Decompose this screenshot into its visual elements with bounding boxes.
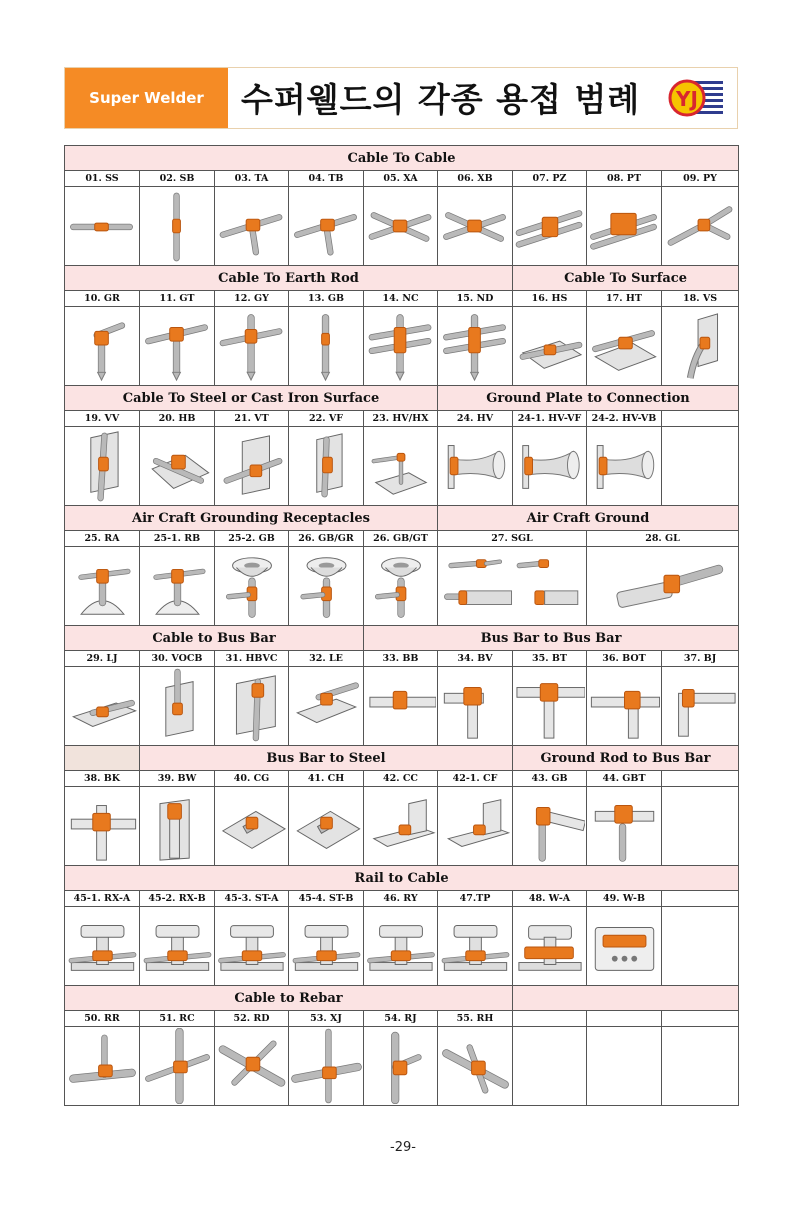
weld-figure (438, 1027, 513, 1106)
steel-diamond-icon (217, 788, 287, 864)
weld-figure (587, 307, 662, 386)
cable-parallel-icon (515, 188, 585, 264)
item-code: 19. VV (65, 411, 140, 427)
weld-figure (289, 787, 364, 866)
item-code: 11. GT (140, 291, 215, 307)
weld-figure (215, 1027, 289, 1106)
item-code: 48. W-A (513, 891, 587, 907)
weld-figure (65, 787, 140, 866)
section-blank (513, 986, 739, 1011)
item-code: 16. HS (513, 291, 587, 307)
item-code (513, 1011, 587, 1027)
weld-figure (364, 187, 438, 266)
bar-tee-icon (515, 668, 585, 744)
item-label-row (65, 411, 739, 427)
weld-figure (65, 427, 140, 506)
item-code: 06. XB (438, 171, 513, 187)
bar-inline-icon (366, 668, 436, 744)
weld-figure (215, 787, 289, 866)
weld-figure (438, 667, 513, 746)
item-code: 22. VF (289, 411, 364, 427)
weld-figure (289, 187, 364, 266)
steel-tee-icon (217, 428, 287, 504)
weld-figure (140, 547, 215, 626)
item-label-row (65, 1011, 739, 1027)
rebar-tee-icon (67, 1028, 138, 1104)
item-label-row (65, 771, 739, 787)
receptacle-cup-icon (366, 548, 436, 624)
item-code: 55. RH (438, 1011, 513, 1027)
receptacle-cup-icon (291, 548, 362, 624)
rod-bar-icon (515, 788, 585, 864)
section-title: Cable To Steel or Cast Iron Surface (65, 386, 438, 411)
plate-horizontal-icon (515, 308, 585, 384)
item-code: 47.TP (438, 891, 513, 907)
item-code: 10. GR (65, 291, 140, 307)
item-code: 31. HBVC (215, 651, 289, 667)
cable-inline-icon (67, 188, 138, 264)
weld-figure (587, 667, 662, 746)
item-code (662, 891, 739, 907)
item-code: 40. CG (215, 771, 289, 787)
weld-figure (513, 787, 587, 866)
weld-figure (513, 187, 587, 266)
item-code: 43. GB (513, 771, 587, 787)
steel-horizontal-icon (142, 428, 213, 504)
brand-badge: Super Welder (65, 68, 228, 128)
busbar-flat-icon (67, 668, 138, 744)
item-code: 39. BW (140, 771, 215, 787)
item-code: 45-3. ST-A (215, 891, 289, 907)
item-code: 41. CH (289, 771, 364, 787)
item-code: 04. TB (289, 171, 364, 187)
item-label-row (65, 891, 739, 907)
item-code: 46. RY (364, 891, 438, 907)
weld-figure (364, 547, 438, 626)
item-code: 28. GL (587, 531, 739, 547)
weld-figure (65, 667, 140, 746)
weld-figure (140, 307, 215, 386)
weld-figure (587, 547, 739, 626)
rebar-cross-b-icon (291, 1028, 362, 1104)
item-code: 27. SGL (438, 531, 587, 547)
rail-icon (291, 908, 362, 984)
weld-figure (140, 787, 215, 866)
weld-figure (662, 427, 739, 506)
item-code (587, 1011, 662, 1027)
item-code: 15. ND (438, 291, 513, 307)
bar-cross-icon (67, 788, 138, 864)
plate-tee-icon (589, 308, 660, 384)
section-header-row (65, 866, 739, 891)
rail-icon (217, 908, 287, 984)
item-code: 21. VT (215, 411, 289, 427)
weld-figure (662, 307, 739, 386)
item-code: 45-2. RX-B (140, 891, 215, 907)
rebar-vertical-icon (366, 1028, 436, 1104)
weld-figure (65, 1027, 140, 1106)
weld-legend-table (64, 145, 739, 1106)
weld-figure (289, 307, 364, 386)
item-code: 35. BT (513, 651, 587, 667)
rod-top-icon (67, 308, 138, 384)
weld-figure (438, 547, 587, 626)
weld-figure (587, 787, 662, 866)
item-code: 37. BJ (662, 651, 739, 667)
section-title: Ground Rod to Bus Bar (513, 746, 739, 771)
section-header-row (65, 986, 739, 1011)
weld-figure (364, 1027, 438, 1106)
steel-angle-icon (440, 788, 511, 864)
page-header (64, 67, 738, 129)
item-code: 51. RC (140, 1011, 215, 1027)
item-code: 32. LE (289, 651, 364, 667)
busbar-edge-icon (291, 668, 362, 744)
yj-logo-icon (667, 75, 723, 121)
weld-figure (513, 307, 587, 386)
item-code: 52. RD (215, 1011, 289, 1027)
receptacle-icon (142, 548, 213, 624)
weld-figure (587, 907, 662, 986)
weld-figure (662, 667, 739, 746)
item-code (662, 771, 739, 787)
weld-figure (513, 1027, 587, 1106)
item-code: 09. PY (662, 171, 739, 187)
rail-w-icon (515, 908, 585, 984)
item-code: 23. HV/HX (364, 411, 438, 427)
page-number: -29- (390, 1140, 416, 1155)
item-code: 34. BV (438, 651, 513, 667)
item-code: 36. BOT (587, 651, 662, 667)
rail-box-icon (589, 908, 660, 984)
steel-vertical-icon (67, 428, 138, 504)
weld-figure (587, 427, 662, 506)
weld-figure (289, 667, 364, 746)
section-blank (65, 746, 140, 771)
steel-flat-icon (291, 428, 362, 504)
item-code: 26. GB/GR (289, 531, 364, 547)
cable-parallel-tap-icon (589, 188, 660, 264)
weld-figure (438, 427, 513, 506)
section-title: Cable To Cable (65, 146, 739, 171)
rod-double-icon (440, 308, 511, 384)
page-title: 수퍼웰드의 각종 용접 범례 (241, 80, 641, 119)
weld-figure (215, 667, 289, 746)
section-title: Air Craft Grounding Receptacles (65, 506, 438, 531)
item-code: 50. RR (65, 1011, 140, 1027)
item-label-row (65, 171, 739, 187)
item-code: 13. GB (289, 291, 364, 307)
weld-figure (65, 187, 140, 266)
item-label-row (65, 291, 739, 307)
item-code: 01. SS (65, 171, 140, 187)
rail-icon (142, 908, 213, 984)
cable-vertical-icon (142, 188, 213, 264)
section-header-row (65, 506, 739, 531)
lug-icon (590, 548, 736, 624)
plate-vertical-icon (664, 308, 736, 384)
item-figure-row (65, 1027, 739, 1106)
weld-figure (289, 1027, 364, 1106)
section-title: Cable To Surface (513, 266, 739, 291)
weld-figure (438, 907, 513, 986)
item-figure-row (65, 667, 739, 746)
item-code: 20. HB (140, 411, 215, 427)
weld-figure (140, 427, 215, 506)
cable-tee-icon (217, 188, 287, 264)
weld-figure (587, 1027, 662, 1106)
item-code: 18. VS (662, 291, 739, 307)
item-code: 42-1. CF (438, 771, 513, 787)
item-code: 38. BK (65, 771, 140, 787)
weld-figure (289, 907, 364, 986)
item-code: 24-2. HV-VB (587, 411, 662, 427)
weld-figure (140, 187, 215, 266)
bar-corner-icon (664, 668, 736, 744)
item-code (662, 1011, 739, 1027)
section-title: Bus Bar to Bus Bar (364, 626, 739, 651)
item-code: 24-1. HV-VF (513, 411, 587, 427)
item-code: 03. TA (215, 171, 289, 187)
item-code (662, 411, 739, 427)
item-code: 07. PZ (513, 171, 587, 187)
rod-tee-icon (142, 308, 213, 384)
item-code: 02. SB (140, 171, 215, 187)
receptacle-cup-icon (217, 548, 287, 624)
section-title: Cable to Bus Bar (65, 626, 364, 651)
weld-figure (587, 187, 662, 266)
weld-figure (65, 907, 140, 986)
weld-figure (140, 907, 215, 986)
item-code: 14. NC (364, 291, 438, 307)
rail-icon (366, 908, 436, 984)
weld-figure (662, 787, 739, 866)
ground-plate-icon (515, 428, 585, 504)
weld-figure (438, 187, 513, 266)
weld-figure (513, 427, 587, 506)
item-code: 08. PT (587, 171, 662, 187)
section-header-row (65, 746, 739, 771)
item-code: 49. W-B (587, 891, 662, 907)
rebar-cross-icon (142, 1028, 213, 1104)
item-label-row (65, 531, 739, 547)
weld-figure (289, 427, 364, 506)
rail-icon (440, 908, 511, 984)
item-code: 25. RA (65, 531, 140, 547)
item-code: 53. XJ (289, 1011, 364, 1027)
cable-y-icon (664, 188, 736, 264)
section-title: Ground Plate to Connection (438, 386, 739, 411)
item-code: 25-1. RB (140, 531, 215, 547)
item-code: 54. RJ (364, 1011, 438, 1027)
cable-cross-icon (366, 188, 436, 264)
section-title: Bus Bar to Steel (140, 746, 513, 771)
weld-figure (513, 907, 587, 986)
weld-figure (289, 547, 364, 626)
rebar-diag-b-icon (440, 1028, 511, 1104)
item-code: 33. BB (364, 651, 438, 667)
bar-tee-b-icon (589, 668, 660, 744)
weld-figure (364, 307, 438, 386)
cable-cross-b-icon (440, 188, 511, 264)
weld-figure (65, 547, 140, 626)
svg-text:YJ: YJ (676, 87, 698, 111)
receptacle-icon (67, 548, 138, 624)
item-code: 05. XA (364, 171, 438, 187)
weld-figure (662, 1027, 739, 1106)
rod-single-icon (291, 308, 362, 384)
weld-figure (364, 427, 438, 506)
weld-figure (140, 667, 215, 746)
weld-figure (215, 307, 289, 386)
rod-bar-tee-icon (589, 788, 660, 864)
section-header-row (65, 146, 739, 171)
item-code: 29. LJ (65, 651, 140, 667)
item-figure-row (65, 787, 739, 866)
busbar-plate-icon (217, 668, 287, 744)
weld-figure (215, 427, 289, 506)
item-figure-row (65, 307, 739, 386)
section-header-row (65, 626, 739, 651)
item-figure-row (65, 427, 739, 506)
bar-steel-icon (142, 788, 213, 864)
ground-plate-icon (589, 428, 660, 504)
weld-figure (215, 907, 289, 986)
weld-figure (438, 787, 513, 866)
weld-figure (438, 307, 513, 386)
item-code: 30. VOCB (140, 651, 215, 667)
weld-figure (65, 307, 140, 386)
weld-figure (662, 187, 739, 266)
item-code: 45-4. ST-B (289, 891, 364, 907)
section-title: Cable To Earth Rod (65, 266, 513, 291)
weld-figure (364, 907, 438, 986)
weld-figure (140, 1027, 215, 1106)
item-code: 12. GY (215, 291, 289, 307)
item-figure-row (65, 187, 739, 266)
item-code: 26. GB/GT (364, 531, 438, 547)
item-code: 17. HT (587, 291, 662, 307)
item-label-row (65, 651, 739, 667)
rod-double-icon (366, 308, 436, 384)
weld-figure (215, 547, 289, 626)
section-header-row (65, 266, 739, 291)
item-code: 44. GBT (587, 771, 662, 787)
item-figure-row (65, 547, 739, 626)
weld-figure (513, 667, 587, 746)
rail-icon (67, 908, 138, 984)
weld-figure (215, 187, 289, 266)
lug-set-icon (440, 548, 585, 624)
cable-tee-b-icon (291, 188, 362, 264)
item-code: 42. CC (364, 771, 438, 787)
item-code: 25-2. GB (215, 531, 289, 547)
steel-angle-icon (366, 788, 436, 864)
steel-diamond-icon (291, 788, 362, 864)
item-code: 45-1. RX-A (65, 891, 140, 907)
weld-figure (662, 907, 739, 986)
busbar-vertical-icon (142, 668, 213, 744)
ground-plate-icon (440, 428, 511, 504)
bar-down-icon (440, 668, 511, 744)
steel-stud-icon (366, 428, 436, 504)
item-code: 24. HV (438, 411, 513, 427)
section-header-row (65, 386, 739, 411)
rod-cross-icon (217, 308, 287, 384)
rebar-diag-icon (217, 1028, 287, 1104)
item-figure-row (65, 907, 739, 986)
section-title: Rail to Cable (65, 866, 739, 891)
section-title: Air Craft Ground (438, 506, 739, 531)
weld-figure (364, 667, 438, 746)
weld-figure (364, 787, 438, 866)
section-title: Cable to Rebar (65, 986, 513, 1011)
